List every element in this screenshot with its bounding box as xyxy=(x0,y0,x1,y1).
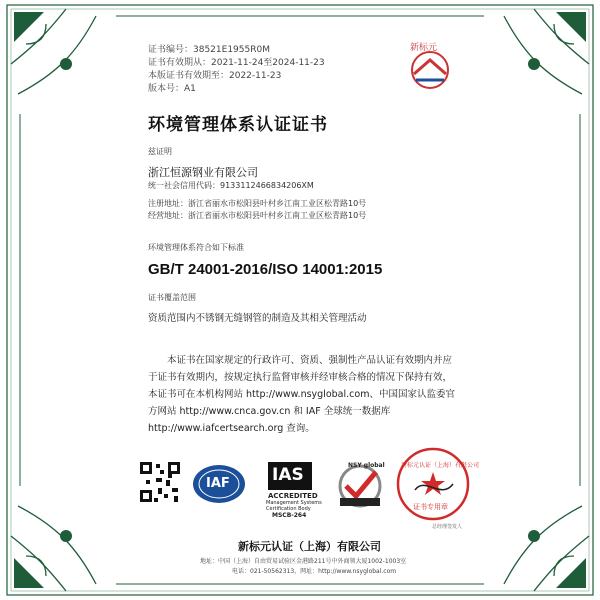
ias-sub-line-2: Certification Body xyxy=(266,506,311,512)
notice-paragraph: 本证书在国家规定的行政许可、资质、强制性产品认证有效期内并应于证书有效期内，按规定执行监督审核并经审核合格的情况下保持有效，本证书可在本机构网站 http://www.nsyglobal.com、中国国家认监委官方网站 http://www.cnca.gov.cn 和 IAF 全球统一数据库 http://www.iafcertsearch.org 查询。 xyxy=(148,355,455,434)
conform-label: 环境管理体系符合如下标准 xyxy=(148,243,244,252)
certify-label: 兹证明 xyxy=(148,147,172,156)
certificate-title: 环境管理体系认证证书 xyxy=(148,115,328,135)
ias-accredited: ACCREDITED xyxy=(268,492,318,500)
credit-code: 统一社会信用代码：9133112466834206XM xyxy=(148,181,314,190)
scope-label: 证书覆盖范围 xyxy=(148,293,196,302)
nsy-global-text: NSY global xyxy=(348,462,385,469)
signature-label: 总经理签发人 xyxy=(432,524,463,530)
cert-number: 证书编号：38521E1955R0M xyxy=(148,45,270,55)
standard-code: GB/T 24001-2016/ISO 14001:2015 xyxy=(148,261,383,278)
seal-bottom-text: 证书专用章 xyxy=(413,503,448,511)
ias-text: IAS xyxy=(272,465,304,485)
version-validity: 本版证书有效期至：2022-11-23 xyxy=(148,71,282,81)
company-seal xyxy=(395,446,480,522)
ias-code: MSCB-264 xyxy=(272,512,307,519)
scope-text: 资质范围内不锈钢无缝钢管的制造及其相关管理活动 xyxy=(148,313,367,324)
brand-emblem-icon xyxy=(400,50,460,90)
iaf-logo xyxy=(192,464,246,504)
company-name: 浙江恒源钢业有限公司 xyxy=(148,166,258,179)
nsy-brand-logo xyxy=(400,40,460,90)
seal-top-text: 新标元认证（上海）有限公司 xyxy=(401,462,480,469)
brand-text: 新标元 xyxy=(410,43,438,53)
nsy-global-badge xyxy=(332,462,388,508)
footer-org-name: 新标元认证（上海）有限公司 xyxy=(238,540,381,553)
cert-validity: 证书有效期从：2021-11-24至2024-11-23 xyxy=(148,58,325,68)
registered-address: 注册地址：浙江省丽水市松阳县叶村乡江南工业区松青路10号 xyxy=(148,199,367,208)
ias-sub-line-1: Management Systems xyxy=(266,500,322,506)
qr-code-icon xyxy=(138,460,182,504)
footer-address: 地址：中国（上海）自由贸易试验区金港路211号中外商领大厦1002-1003室 xyxy=(200,558,407,565)
ias-logo xyxy=(262,462,322,518)
version-number: 版本号：A1 xyxy=(148,84,196,94)
iaf-text: IAF xyxy=(206,476,230,491)
operating-address: 经营地址：浙江省丽水市松阳县叶村乡江南工业区松青路10号 xyxy=(148,211,367,220)
footer-contact: 电话：021-50562313，网址：http://www.nsyglobal.com xyxy=(232,568,397,575)
